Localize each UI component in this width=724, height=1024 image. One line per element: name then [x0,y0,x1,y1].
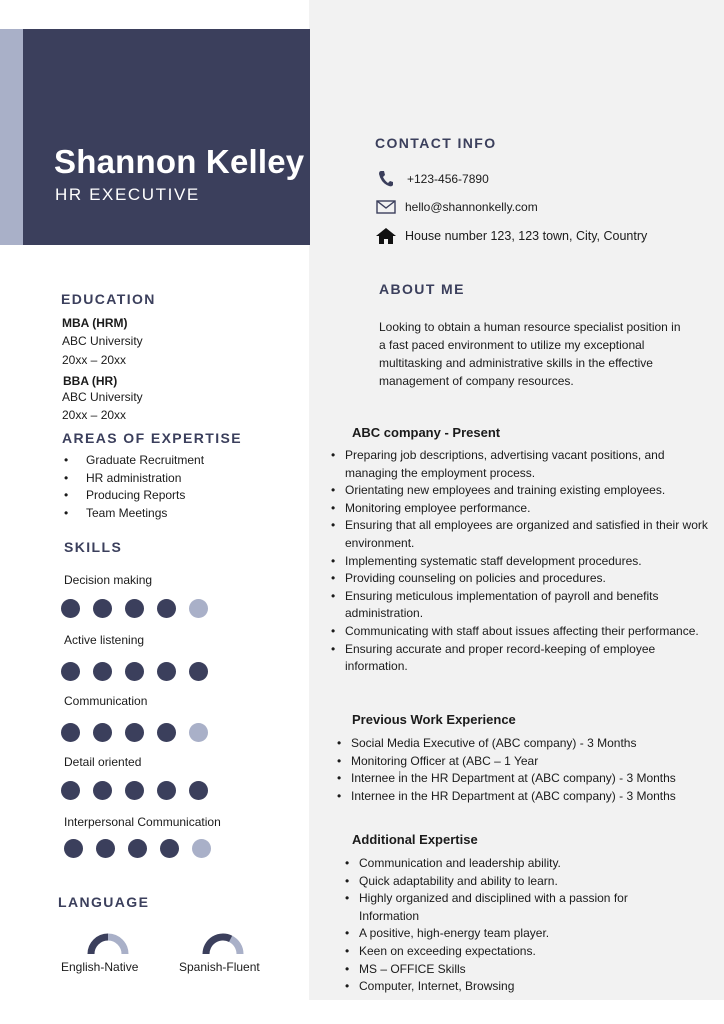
skill-dot [160,839,179,858]
skill-dot [93,662,112,681]
list-item: • HR administration [62,470,204,488]
language-gauge [201,932,245,956]
list-item: • Communication and leadership ability. [345,855,685,873]
skill-dot [61,599,80,618]
contact-email [375,198,538,216]
list-item: • Implementing systematic staff development procedures. [331,553,711,571]
candidate-name: Shannon Kelley [54,143,305,180]
skill-dot [192,839,211,858]
skill-dot [189,599,208,618]
skill-dot [189,781,208,800]
skill-rating [64,839,211,858]
email-icon [375,198,397,216]
skills-title: SKILLS [64,539,123,555]
language-gauge [86,932,130,956]
previous-title: Previous Work Experience [352,712,516,727]
skill-dot [189,723,208,742]
expertise-list [62,452,204,522]
phone-icon [375,170,397,188]
list-item: • Producing Reports [62,487,204,505]
education-school: ABC University [62,334,143,348]
skill-dot [125,781,144,800]
skill-dot [93,781,112,800]
experience-title: ABC company - Present [352,425,501,440]
header-block [23,29,310,245]
skill-dot [125,599,144,618]
list-item: • Computer, Internet, Browsing [345,978,685,996]
skill-dot [157,599,176,618]
previous-list [337,735,717,805]
about-text: Looking to obtain a human resource specialist position in a fast paced environment to utilize my exceptional multitasking and administrative skills in the effective management of company resources. [379,320,681,388]
skill-rating [61,723,208,742]
list-item: • Preparing job descriptions, advertising vacant positions, and managing the employment process. [331,447,711,482]
list-item: • Team Meetings [62,505,204,523]
skill-dot [157,662,176,681]
skill-dot [128,839,147,858]
education-years: 20xx – 20xx [62,353,127,367]
contact-title: CONTACT INFO [375,135,497,151]
skill-dot [125,662,144,681]
list-item: • Ensuring that all employees are organized and satisfied in their work environment. [331,517,711,552]
list-item: • Keen on exceeding expectations. [345,943,685,961]
education-title: EDUCATION [61,291,156,307]
skill-dot [64,839,83,858]
accent-strip [0,29,23,245]
skill-name: Interpersonal Communication [64,815,221,829]
gauge-arc [206,937,231,954]
language-name: Spanish-Fluent [179,960,260,974]
candidate-role: HR EXECUTIVE [55,185,200,204]
list-item: • Graduate Recruitment [62,452,204,470]
list-item: • Monitoring employee performance. [331,500,711,518]
list-item: • Communicating with staff about issues affecting their performance. [331,623,711,641]
skill-dot [157,723,176,742]
skill-dot [96,839,115,858]
list-item: • A positive, high-energy team player. [345,925,685,943]
skill-rating [61,781,208,800]
list-item: • Ensuring accurate and proper record-keeping of employee information. [331,641,711,676]
contact-address [375,227,647,245]
list-item: • MS – OFFICE Skills [345,961,685,979]
list-item: • Highly organized and disciplined with a passion for Information [345,890,685,925]
education-school: ABC University [62,390,143,404]
contact-phone [375,170,489,188]
email-text: hello@shannonkelly.com [405,200,538,214]
gauge-arc [91,937,108,954]
list-item: • Orientating new employees and training existing employees. [331,482,711,500]
education-degree: MBA (HRM) [62,316,128,330]
education-degree: BBA (HR) [63,374,118,388]
about-title: ABOUT ME [379,281,465,297]
experience-list [331,447,711,676]
list-item: • Quick adaptability and ability to learn. [345,873,685,891]
skill-dot [61,723,80,742]
skill-dot [125,723,144,742]
language-name: English-Native [61,960,139,974]
phone-text: +123-456-7890 [407,172,489,186]
home-icon [375,227,397,245]
skill-dot [61,781,80,800]
language-title: LANGUAGE [58,894,150,910]
list-item: • Internee in the HR Department at (ABC company) - 3 Months [337,788,717,806]
skill-dot [157,781,176,800]
list-item: • Social Media Executive of (ABC company) - 3 Months [337,735,717,753]
skill-rating [61,599,208,618]
skill-dot [189,662,208,681]
skill-name: Active listening [64,633,145,647]
skill-dot [61,662,80,681]
skill-name: Decision making [64,573,153,587]
skill-rating [61,662,208,681]
list-item: • Providing counseling on policies and procedures. [331,570,711,588]
gauge-arc [108,937,125,954]
gauge-arc [231,939,240,954]
list-item: • Internee i̇n the HR Department at (ABC company) - 3 Months [337,770,717,788]
list-item: • Monitoring Officer at (ABC – 1 Year [337,753,717,771]
skill-name: Detail oriented [64,755,142,769]
additional-list [345,855,685,996]
skill-dot [93,599,112,618]
education-years: 20xx – 20xx [62,408,127,422]
list-item: • Ensuring meticulous implementation of payroll and benefits administration. [331,588,711,623]
skill-name: Communication [64,694,148,708]
address-text: House number 123, 123 town, City, Country [405,229,648,243]
skill-dot [93,723,112,742]
expertise-title: AREAS OF EXPERTISE [62,430,243,446]
additional-title: Additional Expertise [352,832,478,847]
